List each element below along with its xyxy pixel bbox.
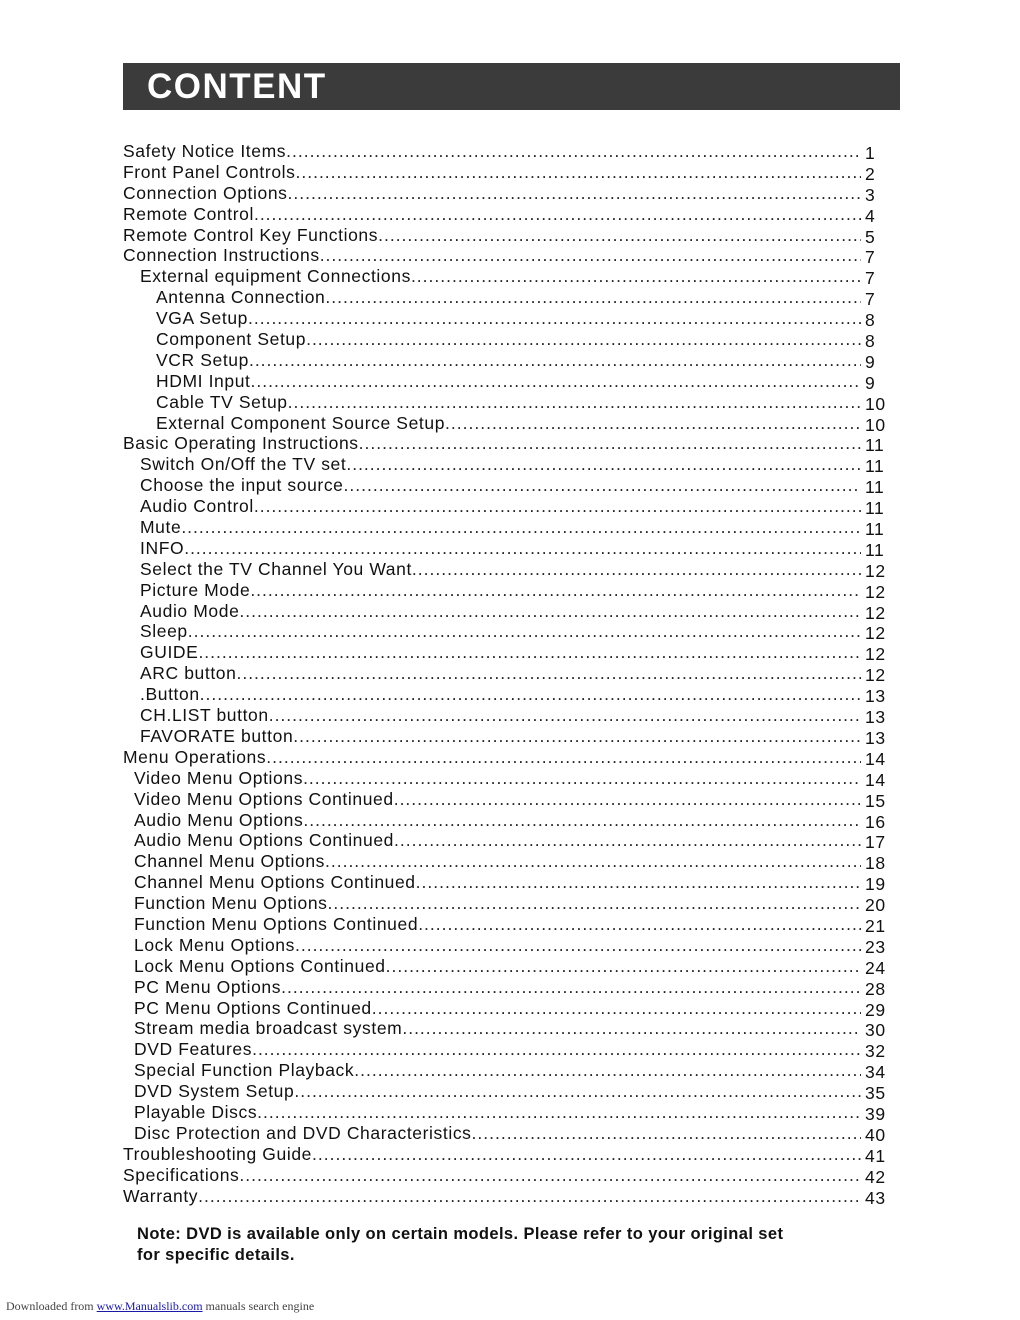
toc-dot-leader — [303, 768, 861, 789]
toc-dot-leader — [320, 245, 861, 266]
toc-entry-page: 2 — [865, 163, 876, 184]
toc-entry — [123, 956, 893, 977]
toc-dot-leader — [181, 517, 861, 538]
toc-entry-page: 18 — [865, 853, 886, 874]
toc-entry-page: 12 — [865, 560, 886, 581]
toc-entry — [123, 225, 893, 246]
toc-entry-label: Function Menu Options Continued — [134, 913, 419, 934]
toc-dot-leader — [266, 747, 861, 768]
toc-entry-page: 28 — [865, 978, 886, 999]
toc-dot-leader — [250, 580, 861, 601]
toc-entry — [123, 621, 893, 642]
toc-entry-label: Channel Menu Options — [134, 851, 325, 872]
toc-entry — [123, 1039, 893, 1060]
toc-dot-leader — [188, 621, 861, 642]
toc-entry-label: Stream media broadcast system — [134, 1018, 403, 1039]
toc-dot-leader — [412, 559, 861, 580]
toc-dot-leader — [472, 1123, 861, 1144]
footer-suffix: manuals search engine — [202, 1299, 315, 1313]
toc-entry-page: 14 — [865, 748, 886, 769]
toc-dot-leader — [295, 935, 861, 956]
toc-dot-leader — [411, 266, 861, 287]
toc-entry-page: 3 — [865, 184, 876, 205]
toc-entry-label: Troubleshooting Guide — [123, 1143, 313, 1164]
toc-entry-label: Connection Instructions — [123, 245, 320, 266]
toc-dot-leader — [402, 1018, 861, 1039]
toc-dot-leader — [293, 726, 861, 747]
toc-entry-label: Choose the input source — [140, 475, 344, 496]
toc-entry — [123, 204, 893, 225]
toc-entry — [123, 851, 893, 872]
toc-entry — [123, 392, 893, 413]
toc-entry-label: Warranty — [123, 1185, 199, 1206]
toc-entry — [123, 329, 893, 350]
toc-entry — [123, 642, 893, 663]
toc-entry — [123, 580, 893, 601]
toc-dot-leader — [359, 433, 861, 454]
toc-entry-label: VCR Setup — [156, 349, 249, 370]
toc-entry-page: 41 — [865, 1145, 886, 1166]
toc-entry-page: 4 — [865, 205, 876, 226]
toc-entry-page: 35 — [865, 1083, 886, 1104]
toc-entry — [123, 789, 893, 810]
toc-dot-leader — [378, 225, 861, 246]
toc-dot-leader — [306, 329, 861, 350]
toc-entry-label: VGA Setup — [156, 308, 248, 329]
toc-entry — [123, 308, 893, 329]
toc-entry — [123, 830, 893, 851]
toc-entry-label: Audio Menu Options Continued — [134, 830, 395, 851]
toc-entry-page: 7 — [865, 247, 876, 268]
toc-entry — [123, 768, 893, 789]
toc-entry-label: Special Function Playback — [134, 1060, 355, 1081]
toc-entry-label: Specifications — [123, 1164, 240, 1185]
toc-entry-page: 10 — [865, 414, 886, 435]
toc-entry-label: Antenna Connection — [156, 287, 326, 308]
toc-entry-page: 1 — [865, 143, 876, 163]
toc-entry-label: Video Menu Options Continued — [134, 788, 394, 809]
toc-dot-leader — [248, 308, 861, 329]
toc-dot-leader — [354, 1060, 861, 1081]
toc-dot-leader — [394, 789, 861, 810]
toc-entry-page: 42 — [865, 1166, 886, 1187]
toc-entry — [123, 747, 893, 768]
download-footer — [6, 1299, 314, 1314]
toc-dot-leader — [254, 204, 861, 225]
toc-entry — [123, 1081, 893, 1102]
toc-entry — [123, 601, 893, 622]
toc-dot-leader — [198, 642, 861, 663]
toc-entry-label: ARC button — [140, 663, 237, 684]
toc-entry — [123, 350, 893, 371]
toc-dot-leader — [184, 538, 861, 559]
toc-entry-page: 12 — [865, 665, 886, 686]
toc-entry-label: Audio Mode — [140, 600, 240, 621]
toc-entry-page: 5 — [865, 226, 876, 247]
toc-entry-label: FAVORATE button — [140, 725, 294, 746]
toc-entry-page: 10 — [865, 393, 886, 414]
toc-entry-label: Playable Discs — [134, 1101, 258, 1122]
toc-entry-label: Safety Notice Items — [123, 141, 287, 161]
toc-entry — [123, 475, 893, 496]
toc-entry — [123, 998, 893, 1019]
toc-dot-leader — [294, 1081, 861, 1102]
toc-entry-page: 21 — [865, 915, 886, 936]
toc-entry-page: 16 — [865, 811, 886, 832]
toc-entry-page: 12 — [865, 602, 886, 623]
toc-entry-page: 32 — [865, 1041, 886, 1062]
toc-entry-page: 15 — [865, 790, 886, 811]
toc-dot-leader — [296, 162, 862, 183]
toc-entry — [123, 266, 893, 287]
toc-entry-page: 8 — [865, 331, 876, 352]
toc-entry — [123, 454, 893, 475]
toc-entry — [123, 413, 893, 434]
toc-entry-label: Mute — [140, 517, 182, 538]
toc-dot-leader — [416, 872, 861, 893]
toc-dot-leader — [386, 956, 861, 977]
toc-entry-page: 11 — [865, 435, 885, 456]
toc-entry — [123, 371, 893, 392]
toc-entry-label: HDMI Input — [156, 370, 251, 391]
toc-dot-leader — [254, 496, 861, 517]
toc-entry-page: 29 — [865, 999, 886, 1020]
toc-entry-label: Remote Control — [123, 203, 254, 224]
toc-entry-page: 12 — [865, 623, 886, 644]
toc-entry-page: 43 — [865, 1187, 886, 1208]
toc-dot-leader — [249, 350, 861, 371]
toc-entry — [123, 684, 893, 705]
toc-entry-page: 11 — [865, 519, 885, 540]
toc-dot-leader — [286, 141, 861, 162]
toc-entry-label: Audio Control — [140, 496, 254, 517]
toc-entry-label: Basic Operating Instructions — [123, 433, 359, 454]
toc-dot-leader — [325, 851, 861, 872]
toc-entry — [123, 517, 893, 538]
toc-entry-page: 11 — [865, 498, 885, 519]
toc-entry — [123, 705, 893, 726]
toc-entry — [123, 287, 893, 308]
toc-dot-leader — [328, 893, 861, 914]
toc-dot-leader — [344, 475, 861, 496]
toc-entry-label: Connection Options — [123, 182, 288, 203]
toc-entry-label: .Button — [140, 684, 200, 705]
toc-dot-leader — [312, 1144, 861, 1165]
toc-entry-label: PC Menu Options — [134, 976, 282, 997]
toc-entry — [123, 496, 893, 517]
toc-entry — [123, 663, 893, 684]
toc-entry-label: Sleep — [140, 621, 188, 642]
toc-entry-page: 13 — [865, 707, 886, 728]
toc-dot-leader — [251, 371, 862, 392]
toc-entry-label: External Component Source Setup — [156, 412, 446, 433]
toc-entry — [123, 914, 893, 935]
toc-entry-label: CH.LIST button — [140, 705, 269, 726]
toc-entry — [123, 141, 893, 162]
note-line-2: for specific details. — [137, 1246, 295, 1264]
toc-entry-page: 24 — [865, 957, 886, 978]
toc-entry-label: Function Menu Options — [134, 893, 328, 914]
toc-entry — [123, 1123, 893, 1144]
toc-dot-leader — [394, 830, 861, 851]
toc-entry-page: 11 — [865, 539, 885, 560]
toc-entry — [123, 183, 893, 204]
toc-entry-page: 13 — [865, 686, 886, 707]
toc-dot-leader — [445, 413, 861, 434]
toc-entry — [123, 1060, 893, 1081]
toc-entry — [123, 1018, 893, 1039]
toc-dot-leader — [418, 914, 861, 935]
toc-dot-leader — [236, 663, 861, 684]
toc-entry — [123, 893, 893, 914]
note-line-1: Note: DVD is available only on certain models. Please refer to your original set — [137, 1225, 784, 1243]
toc-dot-leader — [239, 601, 861, 622]
table-of-contents — [123, 141, 893, 1206]
toc-entry-page: 20 — [865, 895, 886, 916]
toc-entry-page: 39 — [865, 1103, 886, 1124]
toc-entry-label: Picture Mode — [140, 579, 251, 600]
toc-entry — [123, 1102, 893, 1123]
toc-entry-page: 9 — [865, 372, 876, 393]
toc-entry-page: 34 — [865, 1062, 886, 1083]
toc-entry-page: 11 — [865, 456, 885, 477]
toc-entry-label: Switch On/Off the TV set — [140, 454, 347, 475]
toc-entry — [123, 872, 893, 893]
toc-entry-page: 30 — [865, 1020, 886, 1041]
toc-entry-page: 14 — [865, 769, 886, 790]
toc-dot-leader — [288, 183, 861, 204]
toc-entry-page: 23 — [865, 936, 886, 957]
toc-entry — [123, 538, 893, 559]
toc-entry-label: Select the TV Channel You Want — [140, 558, 412, 579]
manualslib-link[interactable]: www.Manualslib.com — [96, 1299, 203, 1313]
toc-entry-label: GUIDE — [140, 642, 199, 663]
toc-entry-label: External equipment Connections — [140, 266, 411, 287]
toc-entry — [123, 433, 893, 454]
toc-entry-page: 9 — [865, 351, 876, 372]
toc-dot-leader — [288, 392, 861, 413]
toc-entry-label: Channel Menu Options Continued — [134, 872, 416, 893]
toc-entry-page: 7 — [865, 268, 876, 289]
toc-entry-label: DVD System Setup — [134, 1081, 295, 1102]
toc-entry-page: 8 — [865, 310, 876, 331]
toc-dot-leader — [200, 684, 861, 705]
toc-dot-leader — [198, 1186, 861, 1207]
toc-dot-leader — [303, 810, 861, 831]
toc-entry — [123, 726, 893, 747]
toc-entry-page: 12 — [865, 581, 886, 602]
toc-entry-label: Cable TV Setup — [156, 391, 288, 412]
toc-entry-label: Remote Control Key Functions — [123, 224, 379, 245]
toc-entry — [123, 559, 893, 580]
toc-entry-page: 17 — [865, 832, 886, 853]
toc-entry — [123, 977, 893, 998]
toc-entry-page: 19 — [865, 874, 886, 895]
toc-entry-label: Disc Protection and DVD Characteristics — [134, 1122, 472, 1143]
toc-entry — [123, 1186, 893, 1207]
toc-entry-label: PC Menu Options Continued — [134, 997, 372, 1018]
toc-entry-label: Lock Menu Options Continued — [134, 955, 386, 976]
toc-dot-leader — [372, 998, 861, 1019]
toc-entry-label: Audio Menu Options — [134, 809, 304, 830]
toc-dot-leader — [257, 1102, 861, 1123]
toc-entry — [123, 935, 893, 956]
toc-entry — [123, 162, 893, 183]
toc-entry-label: Video Menu Options — [134, 767, 304, 788]
page-title: CONTENT — [147, 67, 327, 106]
toc-entry-label: Component Setup — [156, 329, 307, 350]
toc-entry-label: Menu Operations — [123, 746, 267, 767]
toc-dot-leader — [239, 1165, 861, 1186]
toc-entry-label: DVD Features — [134, 1039, 253, 1060]
toc-dot-leader — [252, 1039, 861, 1060]
toc-entry-label: Lock Menu Options — [134, 934, 295, 955]
toc-entry — [123, 1165, 893, 1186]
toc-entry — [123, 1144, 893, 1165]
toc-entry — [123, 810, 893, 831]
toc-entry-label: Front Panel Controls — [123, 161, 296, 182]
toc-dot-leader — [269, 705, 861, 726]
toc-entry-page: 13 — [865, 727, 886, 748]
toc-dot-leader — [346, 454, 861, 475]
toc-entry — [123, 245, 893, 266]
toc-dot-leader — [281, 977, 861, 998]
toc-entry-page: 12 — [865, 644, 886, 665]
toc-entry-label: INFO — [140, 537, 185, 558]
content-header-banner — [123, 63, 900, 110]
toc-entry-page: 11 — [865, 477, 885, 498]
dvd-availability-note — [137, 1224, 877, 1266]
toc-entry-page: 40 — [865, 1124, 886, 1145]
toc-dot-leader — [325, 287, 861, 308]
toc-entry-page: 7 — [865, 289, 876, 310]
footer-prefix: Downloaded from — [6, 1299, 97, 1313]
